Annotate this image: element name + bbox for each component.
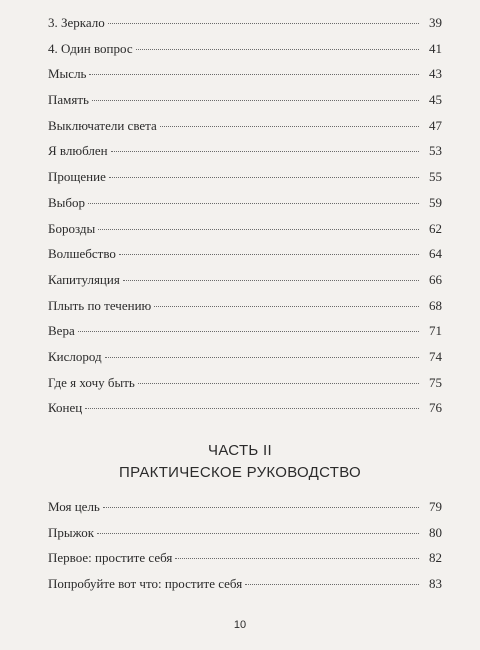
toc-entry	[48, 113, 442, 139]
part-two-title: ПРАКТИЧЕСКОЕ РУКОВОДСТВО	[118, 464, 362, 481]
dot-leader	[160, 126, 419, 127]
dot-leader	[97, 533, 419, 534]
toc-entry	[48, 545, 442, 571]
toc-entry-title: Где я хочу быть	[48, 374, 135, 390]
part-two-number: ЧАСТЬ II	[208, 442, 272, 459]
toc-entry-title: Выбор	[48, 194, 86, 210]
toc-entry	[48, 164, 442, 190]
toc-entry-title: 4. Один вопрос	[48, 40, 133, 56]
toc-entry-page: 76	[429, 400, 442, 416]
toc-entry-page: 83	[429, 576, 442, 592]
toc-entry	[48, 344, 442, 370]
toc-entry	[48, 520, 442, 546]
toc-entry-title: Прыжок	[48, 524, 95, 540]
toc-entry	[48, 318, 442, 344]
toc-entry-page: 39	[429, 15, 442, 30]
toc-entry	[48, 370, 442, 396]
toc-entry	[48, 494, 442, 520]
toc-entry-page: 62	[429, 220, 442, 236]
toc-entry-page: 68	[429, 297, 442, 313]
dot-leader	[88, 203, 419, 204]
toc-entry-title: Вера	[48, 323, 75, 339]
toc-entry-page: 59	[429, 194, 442, 210]
toc-entry	[48, 267, 442, 293]
toc-entry	[48, 10, 442, 36]
toc-entry-page: 74	[429, 348, 442, 364]
dot-leader	[123, 280, 419, 281]
toc-entry-page: 64	[429, 246, 442, 262]
toc-entry-title: Попробуйте вот что: простите себя	[48, 576, 243, 592]
dot-leader	[108, 23, 419, 24]
dot-leader	[98, 229, 419, 230]
dot-leader	[245, 584, 419, 585]
toc-entry-page: 43	[429, 66, 442, 82]
toc-entry-page: 66	[429, 271, 442, 287]
toc-entry-title: Моя цель	[48, 499, 100, 514]
toc-entry-title: Капитуляция	[48, 271, 120, 287]
toc-entry-page: 45	[429, 92, 442, 108]
toc-entry-title: Мысль	[48, 66, 87, 82]
toc-entry-page: 80	[429, 524, 442, 540]
toc-entry-title: Я влюблен	[48, 143, 108, 159]
page-number: 10	[233, 619, 247, 631]
toc-entry	[48, 138, 442, 164]
toc-entry	[48, 293, 442, 319]
dot-leader	[154, 306, 419, 307]
toc-entry	[48, 216, 442, 242]
toc-entry-title: Плыть по течению	[48, 297, 152, 313]
dot-leader	[138, 383, 419, 384]
toc-entry-title: 3. Зеркало	[48, 15, 105, 30]
toc-entry-page: 55	[429, 169, 442, 185]
toc-entry	[48, 571, 442, 597]
dot-leader	[119, 254, 419, 255]
toc-entry-title: Кислород	[48, 348, 102, 364]
toc-entry-page: 41	[429, 40, 442, 56]
dot-leader	[92, 100, 419, 101]
toc-entry	[48, 190, 442, 216]
toc-part-one	[48, 10, 442, 421]
dot-leader	[89, 74, 419, 75]
toc-entry-title: Конец	[48, 400, 83, 416]
toc-entry	[48, 36, 442, 62]
toc-entry	[48, 395, 442, 421]
toc-entry-page: 82	[429, 550, 442, 566]
dot-leader	[175, 558, 419, 559]
toc-entry-page: 75	[429, 374, 442, 390]
toc-entry-page: 71	[429, 323, 442, 339]
toc-entry-page: 53	[429, 143, 442, 159]
toc-part-two	[48, 494, 442, 597]
dot-leader	[78, 331, 419, 332]
toc-entry-title: Память	[48, 92, 89, 108]
toc-entry-page: 47	[429, 117, 442, 133]
dot-leader	[105, 357, 419, 358]
toc-entry-page: 79	[429, 499, 442, 514]
toc-entry-title: Выключатели света	[48, 117, 157, 133]
toc-entry	[48, 241, 442, 267]
dot-leader	[111, 151, 419, 152]
dot-leader	[136, 49, 419, 50]
dot-leader	[103, 507, 419, 508]
dot-leader	[109, 177, 419, 178]
toc-entry-title: Первое: простите себя	[48, 550, 173, 566]
dot-leader	[85, 408, 419, 409]
toc-entry-title: Волшебство	[48, 246, 116, 262]
toc-entry-title: Прощение	[48, 169, 106, 185]
toc-entry-title: Борозды	[48, 220, 96, 236]
toc-entry	[48, 87, 442, 113]
toc-entry	[48, 61, 442, 87]
